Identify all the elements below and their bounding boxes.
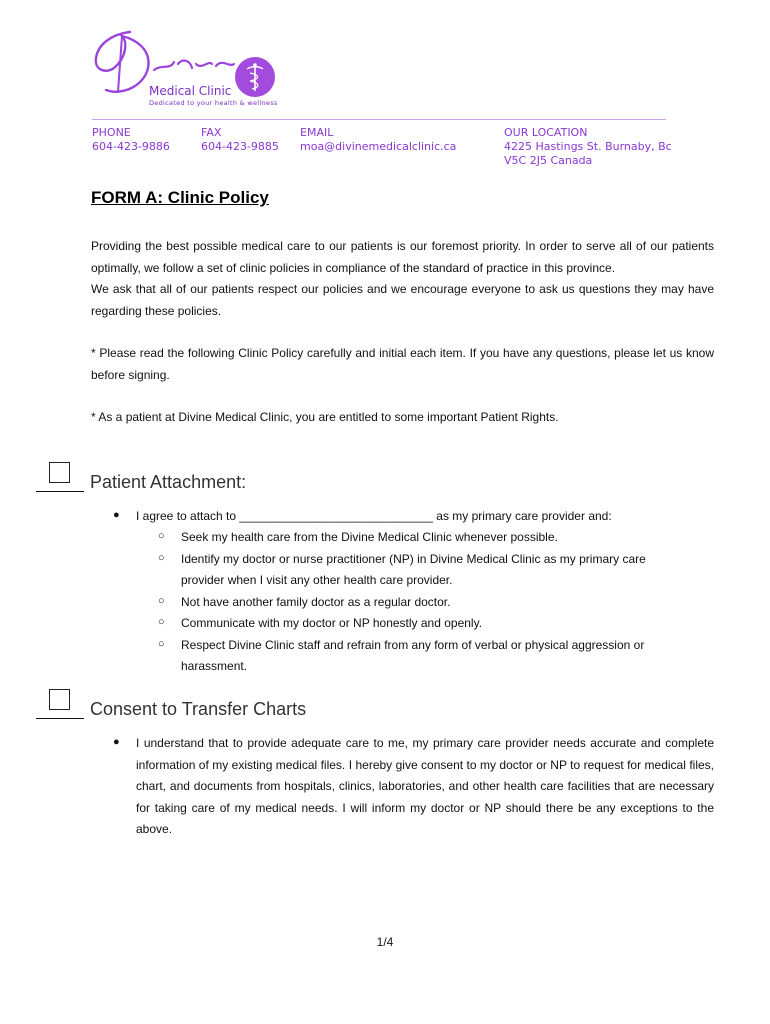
circle-bullet-icon: ○ <box>158 638 165 650</box>
bullet-icon: ● <box>113 509 120 521</box>
initial-line[interactable] <box>36 718 84 719</box>
clinic-name: Medical Clinic <box>149 84 232 98</box>
contact-fax <box>201 126 279 154</box>
instruction-paragraph: * Please read the following Clinic Policy carefully and initial each item. If you have any questions, please let us know before signing. <box>91 346 714 382</box>
list-item: Respect Divine Clinic staff and refrain from any form of verbal or physical aggression or <box>181 638 645 652</box>
list-item-continued: harassment. <box>181 659 248 673</box>
list-item: I agree to attach to _____________________________ as my primary care provider and: <box>136 509 612 523</box>
checkbox-icon[interactable] <box>49 689 70 710</box>
list-item: Communicate with my doctor or NP honestly and openly. <box>181 616 483 630</box>
circle-bullet-icon: ○ <box>158 616 165 628</box>
fax-label: FAX <box>201 126 222 139</box>
fax-value: 604-423-9885 <box>201 140 279 153</box>
email-label: EMAIL <box>300 126 334 139</box>
list-item: I understand that to provide adequate care to me, my primary care provider needs accurate and complete information of my existing medical files. I hereby give consent to my doctor or NP to request for medical files, chart, and documents from hospitals, clinics, laboratories, and other health care facilities that are necessary for taking care of my medical needs. I will inform my doctor or NP should there be any exceptions to the above. <box>136 736 714 836</box>
contact-phone <box>92 126 170 154</box>
list-item: Seek my health care from the Divine Medical Clinic whenever possible. <box>181 530 558 544</box>
list-item: Not have another family doctor as a regular doctor. <box>181 595 451 609</box>
section-title: Patient Attachment: <box>90 472 247 492</box>
circle-bullet-icon: ○ <box>158 530 165 542</box>
location-line1: 4225 Hastings St. Burnaby, Bc <box>504 140 672 153</box>
section-patient-attachment <box>36 462 636 496</box>
initial-line[interactable] <box>36 491 84 492</box>
email-value: moa@divinemedicalclinic.ca <box>300 140 457 153</box>
contact-email <box>300 126 456 154</box>
intro-paragraph <box>91 236 714 322</box>
location-label: OUR LOCATION <box>504 126 588 139</box>
section-consent-transfer <box>36 689 636 723</box>
list-item: Identify my doctor or nurse practitioner (NP) in Divine Medical Clinic as my primary care <box>181 552 646 566</box>
clinic-logo <box>92 24 282 110</box>
location-line2: V5C 2J5 Canada <box>504 154 593 167</box>
contact-location <box>504 126 672 168</box>
circle-bullet-icon: ○ <box>158 595 165 607</box>
intro-text-1: Providing the best possible medical care to our patients is our foremost priority. In order to serve all of our patients optimally, we follow a set of clinic policies in compliance of the standard of practice in this province. <box>91 239 714 275</box>
form-title: FORM A: Clinic Policy <box>91 188 269 207</box>
phone-value: 604-423-9886 <box>92 140 170 153</box>
clinic-tagline: Dedicated to your health & wellness <box>149 99 278 107</box>
page-number: 1/4 <box>376 935 394 949</box>
intro-text-2: We ask that all of our patients respect our policies and we encourage everyone to ask us questions they may have regarding these policies. <box>91 282 714 318</box>
circle-bullet-icon: ○ <box>158 552 165 564</box>
checkbox-icon[interactable] <box>49 462 70 483</box>
list-item-continued: provider when I visit any other health care provider. <box>181 573 453 587</box>
section-title: Consent to Transfer Charts <box>90 699 307 719</box>
caduceus-icon <box>235 57 275 97</box>
rights-paragraph: * As a patient at Divine Medical Clinic, you are entitled to some important Patient Rights. <box>91 410 559 424</box>
bullet-icon: ● <box>113 736 120 748</box>
header-divider <box>92 119 666 120</box>
phone-label: PHONE <box>92 126 131 139</box>
